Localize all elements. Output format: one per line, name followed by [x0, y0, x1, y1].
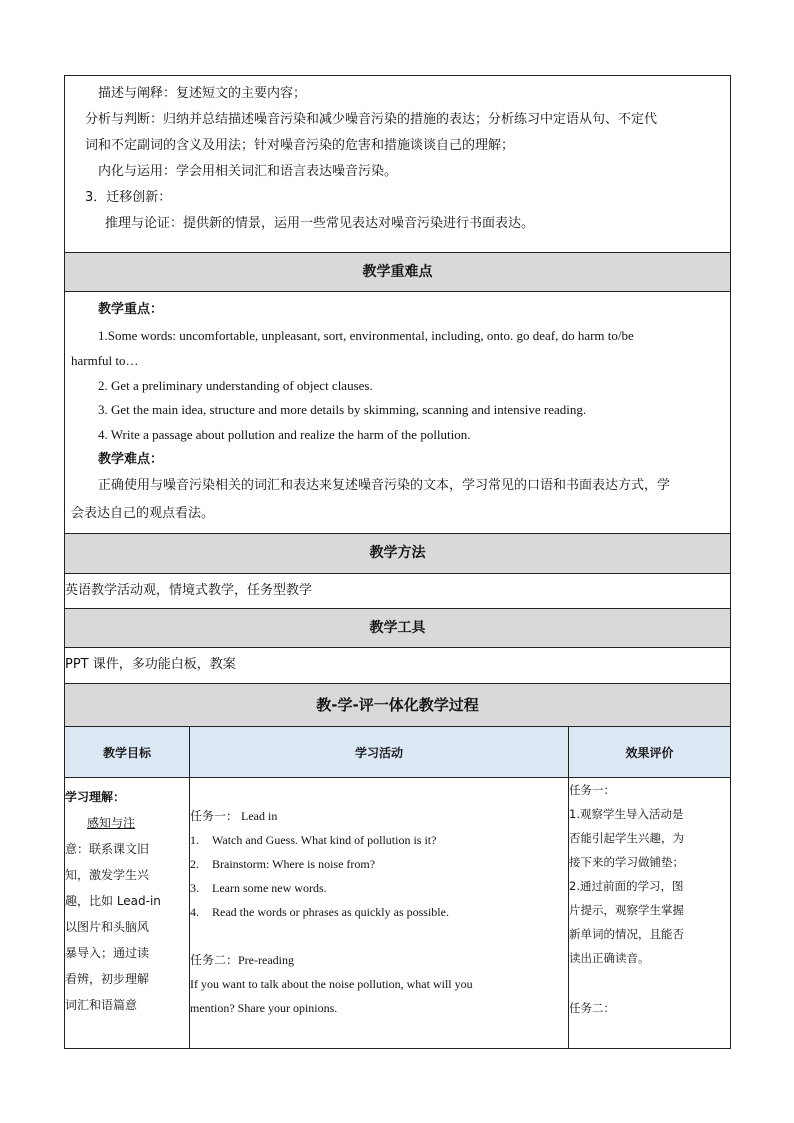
tools-header: 教学工具	[65, 609, 731, 648]
col-goal-header: 教学目标	[65, 727, 190, 778]
task1-title: 任务一： Lead in	[190, 809, 278, 823]
process-header: 教-学-评一体化教学过程	[65, 684, 731, 727]
goal-line: 暴导入；通过读	[65, 946, 150, 960]
eval-line: 片提示，观察学生掌握	[569, 903, 684, 917]
goal-title: 学习理解：	[65, 790, 126, 804]
difficulty-title: 教学难点：	[98, 452, 164, 467]
lesson-plan-page	[64, 75, 730, 1043]
task1-item: 3. Learn some new words.	[190, 881, 327, 895]
method-header: 教学方法	[65, 534, 731, 574]
objective-transfer-title: 3．迁移创新：	[85, 190, 172, 205]
eval-task1-title: 任务一：	[569, 783, 615, 797]
focus-item-3: 3. Get the main idea, structure and more details by skimming, scanning and intensive reading.	[98, 402, 587, 417]
focus-item-2: 2. Get a preliminary understanding of object clauses.	[98, 378, 373, 393]
eval-task2-title: 任务二：	[569, 1001, 615, 1015]
goal-line: 词汇和语篇意	[65, 998, 138, 1012]
lesson-plan-table	[64, 75, 731, 1049]
task1-item: 2. Brainstorm: Where is noise from?	[190, 857, 376, 871]
task1-item: 1. Watch and Guess. What kind of pollution is it?	[190, 833, 437, 847]
goal-line: 趣，比如 Lead-in	[65, 894, 161, 908]
tools-text: PPT 课件，多功能白板，教案	[65, 648, 731, 684]
goal-line: 看辨，初步理解	[65, 972, 150, 986]
col-activity-header: 学习活动	[190, 727, 569, 778]
focus-item-1b: harmful to…	[71, 353, 139, 368]
task2-title: 任务二：Pre-reading	[190, 953, 294, 967]
focus-item-1a: 1.Some words: uncomfortable, unpleasant, sort, environmental, including, onto. go deaf, do harm to/be	[98, 328, 634, 343]
objective-analyze-2: 词和不定副词的含义及用法；针对噪音污染的危害和措施谈谈自己的理解；	[85, 138, 515, 153]
task1-item: 4. Read the words or phrases as quickly as possible.	[190, 905, 449, 919]
keypoints-header: 教学重难点	[65, 253, 731, 292]
eval-line: 否能引起学生兴趣，为	[569, 831, 684, 845]
objective-analyze-1: 分析与判断：归纳并总结描述噪音污染和减少噪音污染的措施的表达；分析练习中定语从句、不定代	[85, 112, 658, 127]
col-evaluation-header: 效果评价	[569, 727, 731, 778]
goal-sub: 感知与注	[87, 816, 136, 830]
method-text: 英语教学活动观，情境式教学，任务型教学	[65, 574, 731, 609]
difficulty-line-2: 会表达自己的观点看法。	[71, 506, 215, 521]
objectives-row	[65, 76, 731, 253]
task2-line-2: mention? Share your opinions.	[190, 1001, 338, 1015]
difficulty-line-1: 正确使用与噪音污染相关的词汇和表达来复述噪音污染的文本，学习常见的口语和书面表达方式，学	[98, 478, 671, 493]
focus-item-4: 4. Write a passage about pollution and realize the harm of the pollution.	[98, 427, 471, 442]
goal-line: 知，激发学生兴	[65, 868, 150, 882]
eval-line: 读出正确读音。	[569, 951, 650, 965]
eval-line: 1.观察学生导入活动是	[569, 807, 684, 821]
objective-reasoning: 推理与论证：提供新的情景，运用一些常见表达对噪音污染进行书面表达。	[105, 216, 535, 231]
activity-cell	[190, 778, 569, 1049]
goal-cell	[65, 778, 190, 1049]
task2-line-1: If you want to talk about the noise pollution, what will you	[190, 977, 473, 991]
process-column-headers	[65, 727, 731, 778]
objective-describe: 描述与阐释：复述短文的主要内容；	[98, 86, 307, 101]
eval-line: 2.通过前面的学习，图	[569, 879, 684, 893]
evaluation-cell	[569, 778, 731, 1049]
process-row-1	[65, 778, 731, 1049]
eval-line: 新单词的情况，且能否	[569, 927, 684, 941]
objective-internalize: 内化与运用：学会用相关词汇和语言表达噪音污染。	[98, 164, 398, 179]
eval-line: 接下来的学习做铺垫；	[569, 855, 684, 869]
focus-title: 教学重点：	[98, 302, 164, 317]
goal-line: 意：联系课文旧	[65, 842, 150, 856]
keypoints-row	[65, 292, 731, 534]
goal-line: 以图片和头脑风	[65, 920, 150, 934]
